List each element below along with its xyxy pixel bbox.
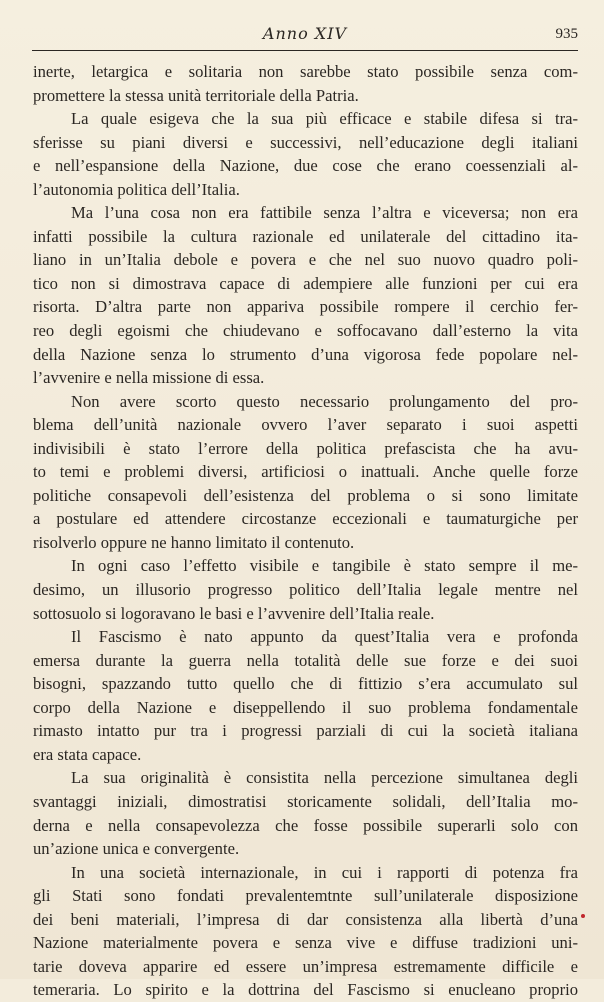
text-line: Il Fascismo è nato appunto da quest’Italia vera e profonda: [71, 627, 578, 647]
text-line: La quale esigeva che la sua più efficace e stabile difesa si tra-: [71, 109, 578, 129]
page-number: 935: [555, 26, 578, 42]
text-line: infatti possibile la cultura razionale ed unilaterale del cittadino ita-: [33, 226, 578, 246]
paragraph: [33, 60, 578, 107]
header-rule: [32, 50, 578, 51]
text-line: sottosuolo si logoravano le basi e l’avvenire dell’Italia reale.: [33, 603, 435, 623]
text-line: reo degli egoismi che chiudevano e soffocavano dall’esterno la vita: [33, 321, 578, 341]
text-line: bisogni, spazzando tutto quello che di fittizio s’era accumulato sul: [33, 674, 578, 694]
text-line: Non avere scorto questo necessario prolungamento del pro-: [71, 391, 578, 411]
body-text: [33, 60, 578, 1002]
paragraph: [33, 107, 578, 201]
text-line: desimo, un illusorio progresso politico dell’Italia legale mentre nel: [33, 580, 578, 600]
text-line: La sua originalità è consistita nella percezione simultanea degli: [71, 768, 578, 788]
text-line: liano in un’Italia debole e povera e che nel suo nuovo quadro poli-: [33, 250, 578, 270]
text-line: blema dell’unità nazionale ovvero l’aver separato i suoi aspetti: [33, 415, 578, 435]
paragraph: [33, 861, 578, 1002]
text-line: indivisibili è stato l’errore della politica prefascista che ha avu-: [33, 438, 578, 458]
text-line: svantaggi iniziali, dimostratisi storicamente solidali, dell’Italia mo-: [33, 791, 578, 811]
paragraph: [33, 625, 578, 766]
paragraph: [33, 390, 578, 555]
text-line: to temi e problemi diversi, artificiosi o inattuali. Anche quelle forze: [33, 462, 578, 482]
text-line: politiche consapevoli dell’esistenza del problema o si sono limitate: [33, 485, 578, 505]
running-head: Anno XIV: [262, 24, 348, 43]
paragraph: [33, 766, 578, 860]
text-line: derna e nella consapevolezza che fosse possibile superarli solo con: [33, 815, 578, 835]
ink-speck: [581, 914, 585, 918]
text-line: risolverlo oppure ne hanno limitato il contenuto.: [33, 532, 355, 552]
text-line: inerte, letargica e solitaria non sarebbe stato possibile senza com-: [33, 62, 578, 81]
text-line: sferisse su piani diversi e successivi, nell’educazione degli italiani: [33, 132, 578, 152]
text-line: gli Stati sono fondati prevalentemtnte sull’unilaterale disposizione: [33, 886, 578, 906]
page-header: [32, 24, 578, 50]
text-line: Nazione materialmente povera e senza vive e diffuse tradizioni uni-: [33, 933, 578, 953]
text-line: a postulare ed attendere circostanze eccezionali e taumaturgiche per: [33, 509, 578, 529]
text-line: dei beni materiali, l’impresa di dar consistenza alla libertà d’una: [33, 909, 578, 929]
text-line: un’azione unica e convergente.: [33, 839, 240, 859]
text-line: l’autonomia politica dell’Italia.: [33, 179, 240, 199]
text-line: In una società internazionale, in cui i rapporti di potenza fra: [71, 862, 578, 882]
text-line: e nell’espansione della Nazione, due cose che erano coessenziali al-: [33, 156, 578, 176]
text-line: Ma l’una cosa non era fattibile senza l’altra e viceversa; non era: [71, 203, 578, 223]
paragraph: [33, 554, 578, 625]
text-line: risorta. D’altra parte non appariva possibile rompere il cerchio fer-: [33, 297, 578, 317]
text-line: era stata capace.: [33, 744, 142, 764]
text-line: promettere la stessa unità territoriale della Patria.: [33, 85, 359, 105]
text-line: emersa durante la guerra nella totalità delle sue forze e dei suoi: [33, 650, 578, 670]
text-line: corpo della Nazione e diseppellendo il suo problema fondamentale: [33, 697, 578, 717]
text-line: della Nazione senza lo strumento d’una vigorosa fede popolare nel-: [33, 344, 578, 364]
text-line: In ogni caso l’effetto visibile e tangibile è stato sempre il me-: [71, 556, 578, 576]
text-line: l’avvenire e nella missione di essa.: [33, 368, 265, 388]
text-line: temeraria. Lo spirito e la dottrina del Fascismo si enucleano proprio: [33, 980, 578, 1000]
paragraph: [33, 201, 578, 389]
text-line: tarie doveva apparire ed essere un’impresa estremamente difficile e: [33, 956, 578, 976]
text-line: rimasto intatto pur tra i progressi parziali di cui la società italiana: [33, 721, 578, 741]
text-line: tico non si dimostrava capace di adempiere alle funzioni per cui era: [33, 273, 578, 293]
